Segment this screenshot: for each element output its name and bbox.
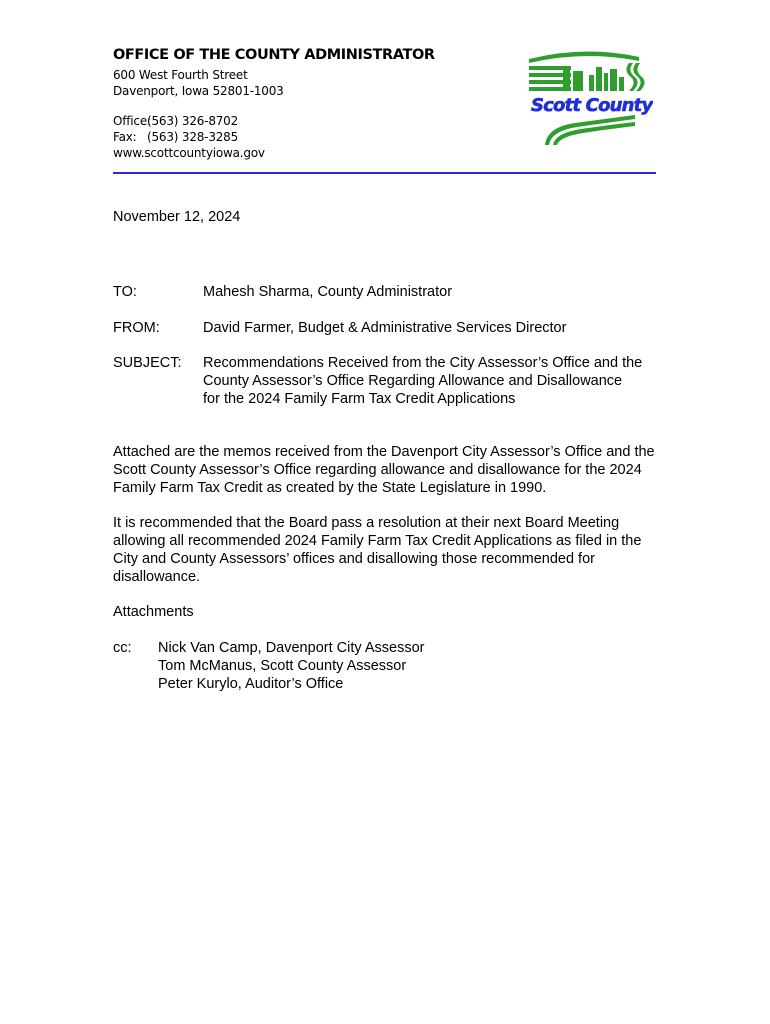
attachments-label: Attachments bbox=[113, 604, 194, 620]
memo-to-row bbox=[113, 283, 643, 301]
memo-from-row bbox=[113, 319, 643, 337]
office-phone-label: Office: bbox=[113, 114, 151, 128]
scott-county-logo-graphic bbox=[525, 47, 653, 147]
memo-date: November 12, 2024 bbox=[113, 209, 241, 225]
subject-value: Recommendations Received from the City Assessor’s Office and the County Assessor’s Office Regarding Allowance and Disallowance for the 2024 Family Farm Tax Credit Applications bbox=[203, 355, 643, 407]
header-divider bbox=[113, 172, 656, 174]
body-paragraph-1: Attached are the memos received from the Davenport City Assessor’s Office and the Scott County Assessor’s Office regarding allowance and disallowance for the 2024 Family Farm Tax Credit as created by the State Legislature in 1990. bbox=[113, 444, 655, 496]
office-title: OFFICE OF THE COUNTY ADMINISTRATOR bbox=[113, 47, 435, 63]
cc-label: cc: bbox=[113, 640, 132, 656]
fax-row bbox=[113, 129, 443, 145]
cc-recipients bbox=[158, 639, 424, 693]
logo-text: Scott County bbox=[531, 95, 653, 116]
letterhead bbox=[113, 47, 443, 161]
office-phone: (563) 326-8702 bbox=[147, 114, 239, 128]
office-phone-row bbox=[113, 113, 443, 129]
memo-subject-row bbox=[113, 354, 643, 408]
subject-label: SUBJECT: bbox=[113, 355, 182, 371]
cc-recipient: Tom McManus, Scott County Assessor bbox=[158, 658, 407, 674]
to-value: Mahesh Sharma, County Administrator bbox=[203, 284, 453, 300]
from-label: FROM: bbox=[113, 320, 160, 336]
scott-county-logo bbox=[525, 47, 653, 147]
fax-label: Fax: bbox=[113, 130, 137, 144]
to-label: TO: bbox=[113, 284, 137, 300]
city-address: Davenport, Iowa 52801-1003 bbox=[113, 84, 284, 98]
from-value: David Farmer, Budget & Administrative Services Director bbox=[203, 320, 567, 336]
cc-block bbox=[113, 639, 424, 693]
cc-recipient: Peter Kurylo, Auditor’s Office bbox=[158, 676, 344, 692]
street-address: 600 West Fourth Street bbox=[113, 68, 248, 82]
body-paragraph-2: It is recommended that the Board pass a resolution at their next Board Meeting allowing all recommended 2024 Family Farm Tax Credit Applications as filed in the City and County Assessors’ offices and disallowing those recommended for disallowance. bbox=[113, 515, 642, 585]
cc-recipient: Nick Van Camp, Davenport City Assessor bbox=[158, 640, 425, 656]
fax-number: (563) 328-3285 bbox=[147, 130, 239, 144]
website-link[interactable]: www.scottcountyiowa.gov bbox=[113, 146, 265, 160]
